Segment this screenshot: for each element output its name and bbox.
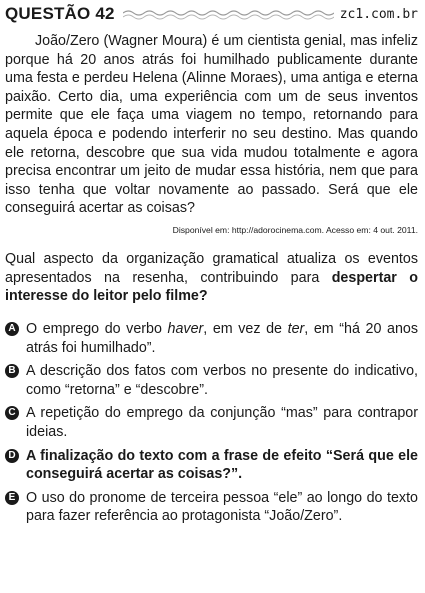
question-title: QUESTÃO 42 <box>5 4 115 23</box>
answer-options <box>5 320 418 526</box>
site-url: zc1.com.br <box>339 6 418 22</box>
question-stem <box>5 250 418 306</box>
option-d-letter: D <box>5 449 19 463</box>
question-stem-bold: despertar o interesse do leitor pelo filme? <box>5 269 418 305</box>
passage-source: Disponível em: http://adorocinema.com. Acesso em: 4 out. 2011. <box>172 224 418 235</box>
option-a-text-part: O emprego do verbo <box>26 321 168 338</box>
option-c-letter: C <box>5 406 19 420</box>
option-a-text-part: , em vez de <box>203 321 288 338</box>
option-a-text-part: , em “há 20 anos atrás foi humilhado”. <box>26 321 418 356</box>
option-b-letter: B <box>5 364 19 378</box>
option-a-text <box>26 321 418 356</box>
wave-divider <box>123 8 334 20</box>
option-a[interactable] <box>5 320 418 357</box>
option-c[interactable] <box>5 404 418 441</box>
option-e[interactable] <box>5 489 418 526</box>
option-a-italic-ter: ter <box>287 321 305 338</box>
option-d-text: A finalização do texto com a frase de efeito “Será que ele conseguirá acertar as coisas?”. <box>26 447 418 483</box>
option-d[interactable] <box>5 447 418 484</box>
option-b-text: A descrição dos fatos com verbos no presente do indicativo, como “retorna” e “descobre”. <box>26 363 418 398</box>
question-stem-plain: Qual aspecto da organização gramatical atualiza os eventos apresentados na resenha, contribuindo para <box>5 250 418 286</box>
option-e-text: O uso do pronome de terceira pessoa “ele” ao longo do texto para fazer referência ao protagonista “João/Zero”. <box>26 489 418 525</box>
option-a-letter: A <box>5 322 19 336</box>
passage-text: João/Zero (Wagner Moura) é um cientista genial, mas infeliz porque há 20 anos atrás foi humilhado publicamente durante uma festa e perdeu Helena (Alinne Moraes), uma antiga e eterna paixão. Certo dia, uma experiência com um de seus inventos permite que ele faça uma viagem no tempo, retornando para aquela época e podendo interferir no seu destino. Mas quando ele retorna, descobre que sua vida mudou totalmente e agora precisa encontrar um jeito de mudar essa história, nem que para isso tenha que voltar novamente ao passado. Será que ele conseguirá acertar as coisas? <box>5 33 418 217</box>
question-header <box>5 2 418 26</box>
option-b[interactable] <box>5 362 418 399</box>
option-e-letter: E <box>5 491 19 505</box>
option-c-text: A repetição do emprego da conjunção “mas” para contrapor ideias. <box>26 405 418 440</box>
option-a-italic-haver: haver <box>167 321 204 338</box>
